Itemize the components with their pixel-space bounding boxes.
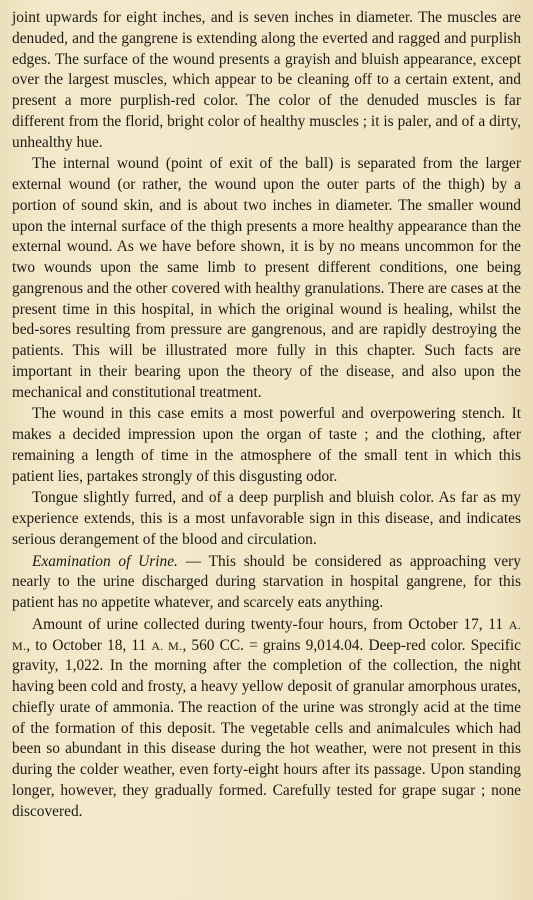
time-am-2: A. M. [151, 638, 183, 653]
section-heading-examination-of-urine: Examination of Urine. [32, 552, 178, 570]
urine-amount-text-1: Amount of urine collected during twenty-four hours, from October 17, 11 [32, 615, 509, 633]
paragraph-tongue: Tongue slightly furred, and of a deep purplish and bluish color. As far as my experience extends, this is a most unfavorable sign in this disease, and indicates serious derangement of the blood and circulation. [12, 489, 521, 548]
paragraph-urine-amount [12, 615, 521, 823]
urine-amount-text-2: , to October 18, 11 [26, 636, 152, 654]
paragraph-wound-description: joint upwards for eight inches, and is seven inches in diameter. The muscles are denuded, and the gangrene is extending along the everted and ragged and purplish edges. The surface of the wound presents a grayish and bluish appearance, except over the largest muscles, which appear to be cleaning off to a certain extent, and present a more purplish-red color. The color of the denuded muscles is far different from the florid, bright color of healthy muscles ; it is paler, and of a dirty, unhealthy hue. [12, 9, 521, 151]
paragraph-internal-wound: The internal wound (point of exit of the ball) is separated from the larger external wound (or rather, the wound upon the outer parts of the thigh) by a portion of sound skin, and is about two inches in diameter. The smaller wound upon the internal surface of the thigh presents a more healthy appearance than the external wound. As we have before shown, it is by no means uncommon for the two wounds upon the same limb to present different conditions, one being gangrenous and the other covered with healthy granulations. There are cases at the present time in this hospital, in which the original wound is healing, whilst the bed-sores resulting from pressure are gangrenous, and are rapidly destroying the patients. This will be illustrated more fully in this chapter. Such facts are important in their bearing upon the theory of the disease, and also upon the mechanical and constitutional treatment. [12, 155, 521, 401]
paragraph-urine-examination [12, 552, 521, 614]
time-am-1: A. M. [12, 617, 521, 653]
paragraph-urine-examination-text: — This should be considered as approaching very nearly to the urine discharged during starvation in hospital gangrene, for this patient has no appetite whatever, and scarcely eats anything. [12, 552, 521, 611]
urine-amount-text-3: , 560 CC. = grains 9,014.04. Deep-red color. Specific gravity, 1,022. In the morning after the completion of the collection, the night having been cold and frosty, a heavy yellow deposit of granular amorphous urates, chiefly urate of ammonia. The reaction of the urine was strongly acid at the time of the formation of this deposit. The vegetable cells and animalcules which had been so abundant in this disease during the hot weather, were not present in this during the colder weather, even forty-eight hours after its passage. Upon standing longer, however, they gradually formed. Carefully tested for grape sugar ; none discovered. [12, 636, 521, 820]
paragraph-stench: The wound in this case emits a most powerful and overpowering stench. It makes a decided impression upon the organ of taste ; and the clothing, after remaining a length of time in the atmosphere of the small tent in which this patient lies, partakes strongly of this disgusting odor. [12, 405, 521, 485]
